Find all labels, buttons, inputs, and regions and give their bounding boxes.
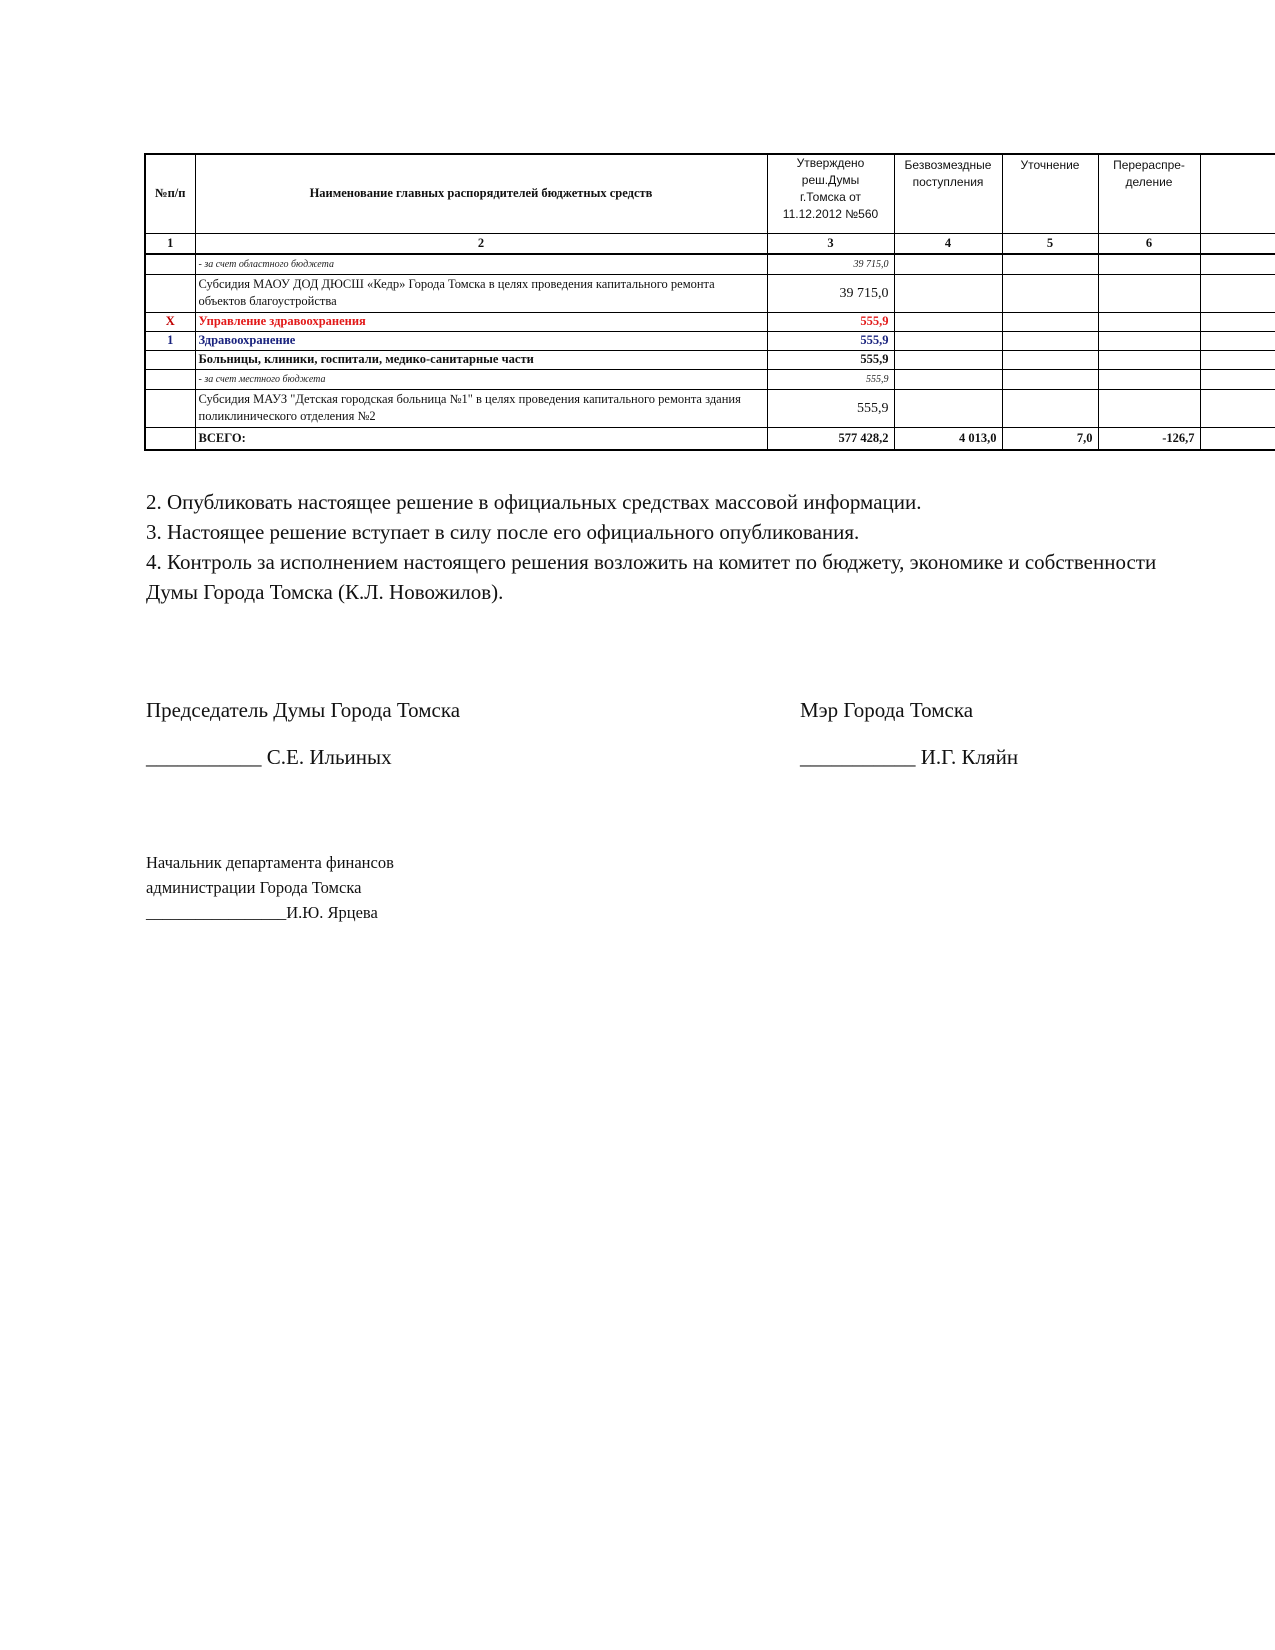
cell-gratuitous	[894, 274, 1002, 312]
cell-name: Управление здравоохранения	[195, 312, 767, 331]
cell-name: ВСЕГО:	[195, 427, 767, 450]
cell-extra	[1200, 389, 1275, 427]
cell-gratuitous	[894, 369, 1002, 389]
colnum	[1200, 233, 1275, 254]
cell-extra	[1200, 331, 1275, 350]
cell-clarification	[1002, 254, 1098, 275]
colnum: 2	[195, 233, 767, 254]
cell-name: - за счет местного бюджета	[195, 369, 767, 389]
cell-redistribution: -126,7	[1098, 427, 1200, 450]
colnum: 5	[1002, 233, 1098, 254]
chairman-title: Председатель Думы Города Томска	[146, 698, 461, 722]
cell-clarification	[1002, 389, 1098, 427]
cell-extra	[1200, 312, 1275, 331]
column-numbers-row	[145, 233, 1275, 254]
cell-gratuitous	[894, 331, 1002, 350]
cell-approved: 555,9	[767, 331, 894, 350]
header-approved: Утверждено реш.Думы г.Томска от 11.12.2012 №560	[767, 154, 894, 233]
table-row	[145, 312, 1275, 331]
header-extra	[1200, 154, 1275, 233]
cell-clarification	[1002, 369, 1098, 389]
cell-approved: 555,9	[767, 369, 894, 389]
budget-table	[144, 153, 1275, 451]
table-row	[145, 369, 1275, 389]
header-name: Наименование главных распорядителей бюджетных средств	[195, 154, 767, 233]
cell-redistribution	[1098, 274, 1200, 312]
cell-approved: 555,9	[767, 389, 894, 427]
cell-redistribution	[1098, 254, 1200, 275]
cell-redistribution	[1098, 369, 1200, 389]
table-row	[145, 331, 1275, 350]
cell-num	[145, 254, 195, 275]
cell-clarification	[1002, 312, 1098, 331]
cell-approved: 577 428,2	[767, 427, 894, 450]
cell-extra	[1200, 427, 1275, 450]
table-row	[145, 274, 1275, 312]
cell-redistribution	[1098, 312, 1200, 331]
cell-name: - за счет областного бюджета	[195, 254, 767, 275]
cell-gratuitous	[894, 389, 1002, 427]
cell-clarification	[1002, 331, 1098, 350]
cell-clarification: 7,0	[1002, 427, 1098, 450]
table-row	[145, 254, 1275, 275]
cell-extra	[1200, 350, 1275, 369]
finance-title-line-1: Начальник департамента финансов	[146, 853, 394, 872]
cell-approved: 39 715,0	[767, 274, 894, 312]
cell-approved: 555,9	[767, 312, 894, 331]
cell-num	[145, 274, 195, 312]
colnum: 1	[145, 233, 195, 254]
cell-clarification	[1002, 274, 1098, 312]
cell-redistribution	[1098, 350, 1200, 369]
paragraph-4: 4. Контроль за исполнением настоящего решения возложить на комитет по бюджету, экономике и собственности	[146, 550, 1157, 574]
finance-signature-line: _________________И.Ю. Ярцева	[146, 903, 378, 922]
cell-num	[145, 389, 195, 427]
cell-approved: 39 715,0	[767, 254, 894, 275]
cell-num	[145, 427, 195, 450]
header-redistribution: Перераспре- деление	[1098, 154, 1200, 233]
cell-gratuitous: 4 013,0	[894, 427, 1002, 450]
colnum: 6	[1098, 233, 1200, 254]
cell-name: Субсидия МАУЗ "Детская городская больница №1" в целях проведения капитального ремонта здания поликлинического отделения №2	[195, 389, 767, 427]
cell-redistribution	[1098, 389, 1200, 427]
cell-name: Больницы, клиники, госпитали, медико-санитарные части	[195, 350, 767, 369]
paragraph-4-continued: Думы Города Томска (К.Л. Новожилов).	[146, 580, 504, 604]
paragraph-2: 2. Опубликовать настоящее решение в официальных средствах массовой информации.	[146, 490, 922, 514]
cell-num	[145, 350, 195, 369]
cell-gratuitous	[894, 254, 1002, 275]
cell-clarification	[1002, 350, 1098, 369]
cell-num: Х	[145, 312, 195, 331]
finance-title-line-2: администрации Города Томска	[146, 878, 362, 897]
mayor-title: Мэр Города Томска	[800, 698, 974, 722]
cell-gratuitous	[894, 312, 1002, 331]
table-row	[145, 389, 1275, 427]
cell-approved: 555,9	[767, 350, 894, 369]
chairman-signature-line: ___________ С.Е. Ильиных	[146, 745, 392, 769]
colnum: 3	[767, 233, 894, 254]
mayor-signature-line: ___________ И.Г. Кляйн	[800, 745, 1019, 769]
cell-extra	[1200, 254, 1275, 275]
cell-redistribution	[1098, 331, 1200, 350]
colnum: 4	[894, 233, 1002, 254]
header-num: №п/п	[145, 154, 195, 233]
header-gratuitous: Безвозмездные поступления	[894, 154, 1002, 233]
table-row	[145, 350, 1275, 369]
cell-gratuitous	[894, 350, 1002, 369]
table-header-row	[145, 154, 1275, 233]
cell-num	[145, 369, 195, 389]
cell-name: Здравоохранение	[195, 331, 767, 350]
cell-extra	[1200, 369, 1275, 389]
header-clarification: Уточнение	[1002, 154, 1098, 233]
total-row	[145, 427, 1275, 450]
cell-name: Субсидия МАОУ ДОД ДЮСШ «Кедр» Города Томска в целях проведения капитального ремонта объектов благоустройства	[195, 274, 767, 312]
cell-num: 1	[145, 331, 195, 350]
cell-extra	[1200, 274, 1275, 312]
paragraph-3: 3. Настоящее решение вступает в силу после его официального опубликования.	[146, 520, 860, 544]
